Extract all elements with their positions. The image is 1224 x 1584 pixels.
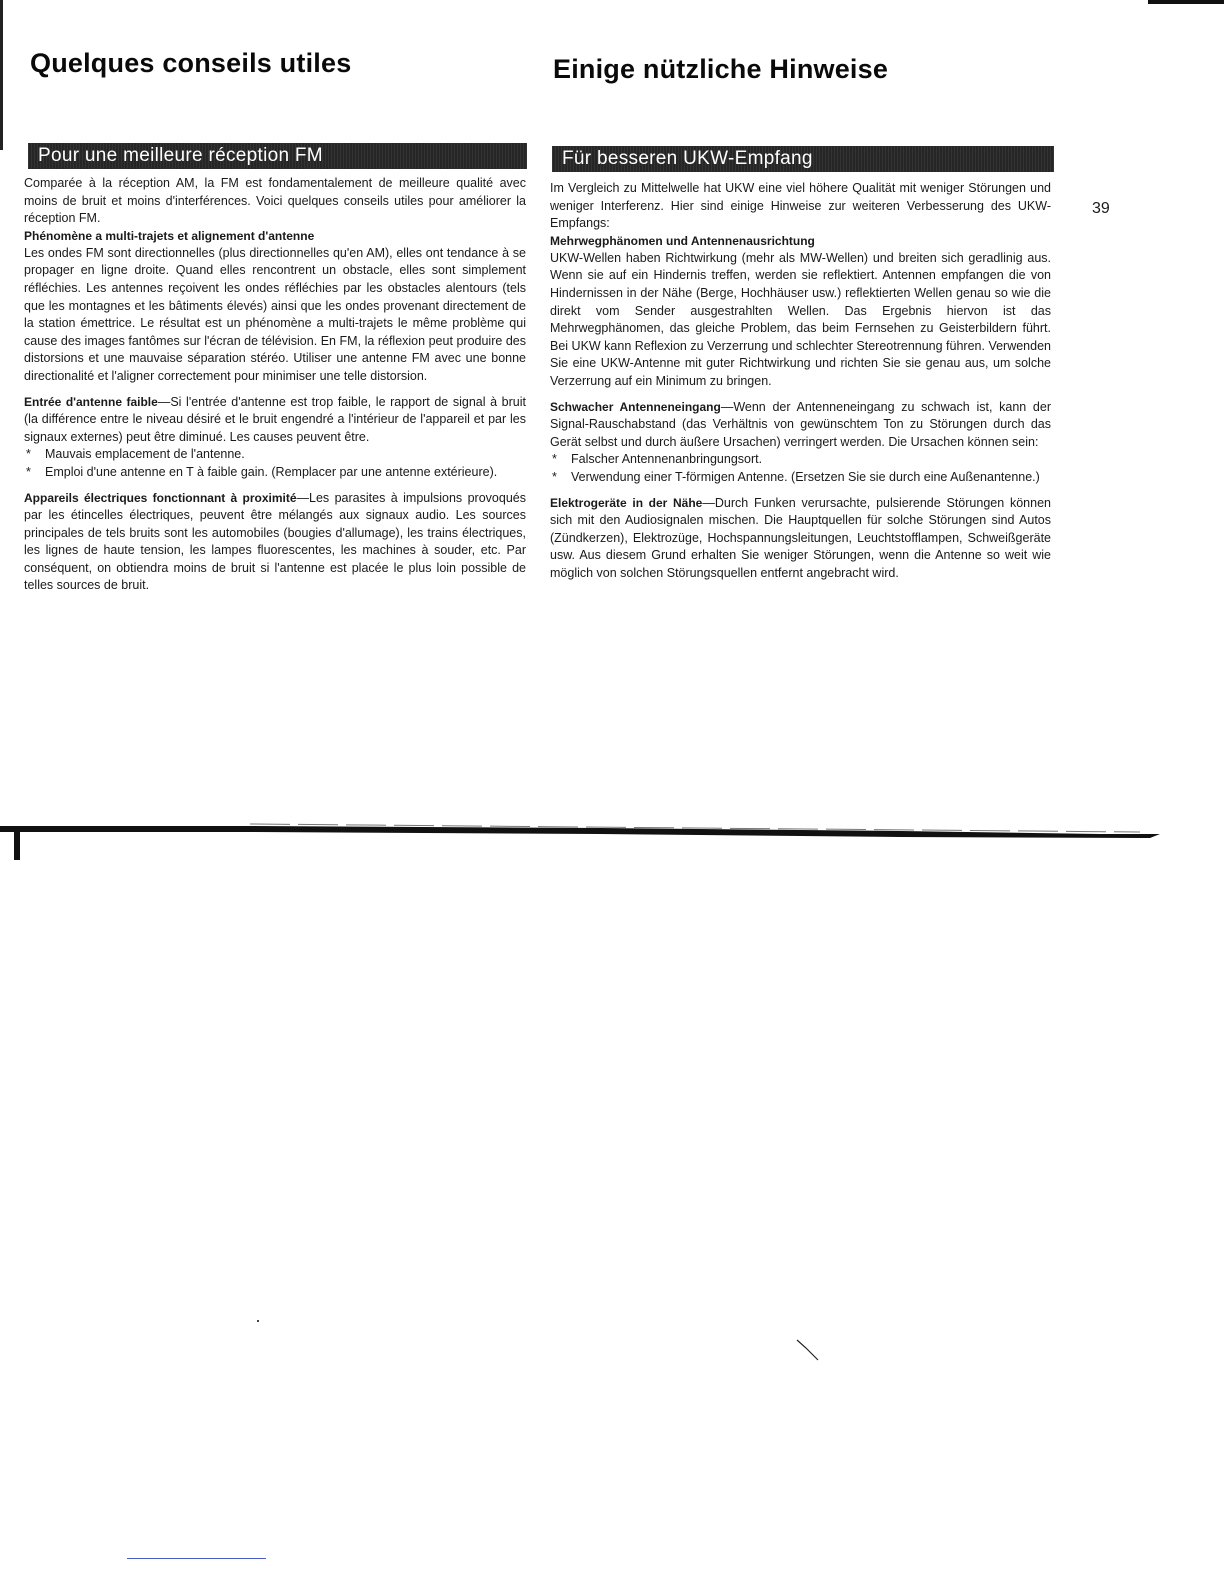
list-item (24, 464, 526, 482)
scan-speck (257, 1320, 259, 1322)
scan-edge-mark-left (0, 0, 3, 150)
french-appliances-heading: Appareils électriques fonctionnant à proximité (24, 490, 297, 505)
german-weak-input-heading: Schwacher Antenneneingang (550, 399, 721, 414)
list-item (550, 469, 1051, 487)
french-weak-input-list (24, 446, 526, 481)
scan-edge-mark-top-right (1148, 0, 1224, 4)
bullet-icon: * (552, 452, 557, 467)
french-weak-input-paragraph (24, 394, 526, 447)
german-appliances-body: —Durch Funken verursachte, pulsierende Störungen können sich mit den Audiosignalen mischen. Die Hauptquellen für solche Störungen sind Autos (Zündkerzen), Elektrozüge, Hochspannungsleitungen, Leuchtstofflampen, Schweißgeräte usw. Aus diesem Grund erhalten Sie weniger Störungen, wenn die Antenne so weit wie möglich von solchen Störungsquellen entfernt angebracht wird. (550, 495, 1051, 580)
german-multipath-body: UKW-Wellen haben Richtwirkung (mehr als MW-Wellen) und breiten sich geradlinig aus. Wenn sie auf ein Hindernis treffen, werden sie reflektiert. Antennen empfangen die von Hindernissen in der Nähe (Berge, Hochhäuser usw.) reflektierten Wellen genau so wie die direkt vom Sender ausgestrahlten Wellen. Das Ergebnis hiervon ist das Mehrwegphänomen, das gleiche Problem, das beim Fernsehen zu Geisterbildern führt. Bei UKW kann Reflexion zu Verzerrung und schlechter Stereotrennung führen. Verwenden Sie eine UKW-Antenne mit guter Richtwirkung und richten Sie sie genau aus, um solche Verzerrung auf ein Minimum zu bringen. (550, 250, 1051, 388)
page-title-german: Einige nützliche Hinweise (553, 54, 889, 84)
german-intro: Im Vergleich zu Mittelwelle hat UKW eine viel höhere Qualität mit weniger Störungen und weniger Interferenz. Hier sind einige Hinweise zur weiteren Verbesserung des UKW-Empfangs: (550, 181, 1051, 231)
german-weak-input-body: —Wenn der Antenneneingang zu schwach ist, kann der Signal-Rauschabstand (das Verhältnis von gewünschtem Ton zu Störungen durch das Gerät selbst und durch äußere Ursachen) verringert werden. Die Ursachen können sein: (550, 399, 1051, 449)
french-multipath-heading: Phénomène a multi-trajets et alignement d'antenne (24, 228, 315, 243)
french-column (24, 175, 526, 595)
list-item (24, 446, 526, 464)
page-number: 39 (1092, 200, 1110, 217)
french-intro: Comparée à la réception AM, la FM est fondamentalement de meilleure qualité avec moins de bruit et moins d'interférences. Voici quelques conseils utiles pour améliorer la réception FM. (24, 176, 526, 226)
bullet-icon: * (26, 447, 31, 462)
german-weak-input-paragraph (550, 399, 1051, 452)
bullet-icon: * (26, 464, 31, 479)
german-appliances-paragraph (550, 495, 1051, 583)
french-weak-input-body: —Si l'entrée d'antenne est trop faible, le rapport de signal à bruit (la différence entre le niveau désiré et le bruit engendré a l'intérieur de l'appareil et par les signaux externes) peut être diminué. Les causes peuvent être. (24, 394, 526, 444)
german-column (550, 180, 1051, 582)
french-appliances-body: —Les parasites à impulsions provoqués par les étincelles électriques, peuvent être mélangés aux signaux audio. Les sources principales de tels bruits sont les automobiles (bougies d'allumage), les trains électriques, les lignes de haute tension, les lampes fluorescentes, les machines à souder, etc. Par conséquent, on obtiendra moins de bruit si l'antenne est placée le plus loin possible de telles sources de bruit. (24, 490, 526, 593)
section-bar-german (552, 146, 1054, 172)
list-item (550, 451, 1051, 469)
section-title-french: Pour une meilleure réception FM (38, 145, 323, 166)
page-edge-divider (0, 820, 1224, 860)
section-title-german: Für besseren UKW-Empfang (562, 148, 813, 169)
german-weak-input-list (550, 451, 1051, 486)
scan-stroke-mark (796, 1338, 822, 1364)
scan-underline-mark (127, 1558, 266, 1559)
list-item-text: Falscher Antennenanbringungsort. (571, 452, 763, 467)
french-multipath-body: Les ondes FM sont directionnelles (plus directionnelles qu'en AM), elles ont tendance à se propager en ligne droite. Quand elles rencontrent un obstacle, elles sont simplement réfléchies. Les antennes reçoivent les ondes réfléchies par les obstacles alentours (tels que les montagnes et les bâtiments élevés) ainsi que les ondes provenant directement de la station émettrice. Le résultat est un phénomène a multi-trajets le même problème qui cause des images fantômes sur l'écran de télévision. En FM, la réflexion peut produire des distorsions et une mauvaise séparation stéréo. Utiliser une antenne FM avec une bonne directionalité et l'aligner correctement pour minimiser une telle distorsion. (24, 245, 526, 383)
german-multipath-heading: Mehrwegphänomen und Antennenausrichtung (550, 233, 815, 248)
french-weak-input-heading: Entrée d'antenne faible (24, 394, 158, 409)
list-item-text: Mauvais emplacement de l'antenne. (45, 447, 245, 462)
bullet-icon: * (552, 469, 557, 484)
list-item-text: Verwendung einer T-förmigen Antenne. (Ersetzen Sie sie durch eine Außenantenne.) (571, 469, 1040, 484)
french-appliances-paragraph (24, 490, 526, 596)
page-title-french: Quelques conseils utiles (30, 48, 352, 78)
list-item-text: Emploi d'une antenne en T à faible gain. (Remplacer par une antenne extérieure). (45, 464, 498, 479)
german-appliances-heading: Elektrogeräte in der Nähe (550, 495, 703, 510)
section-bar-french (28, 143, 527, 169)
